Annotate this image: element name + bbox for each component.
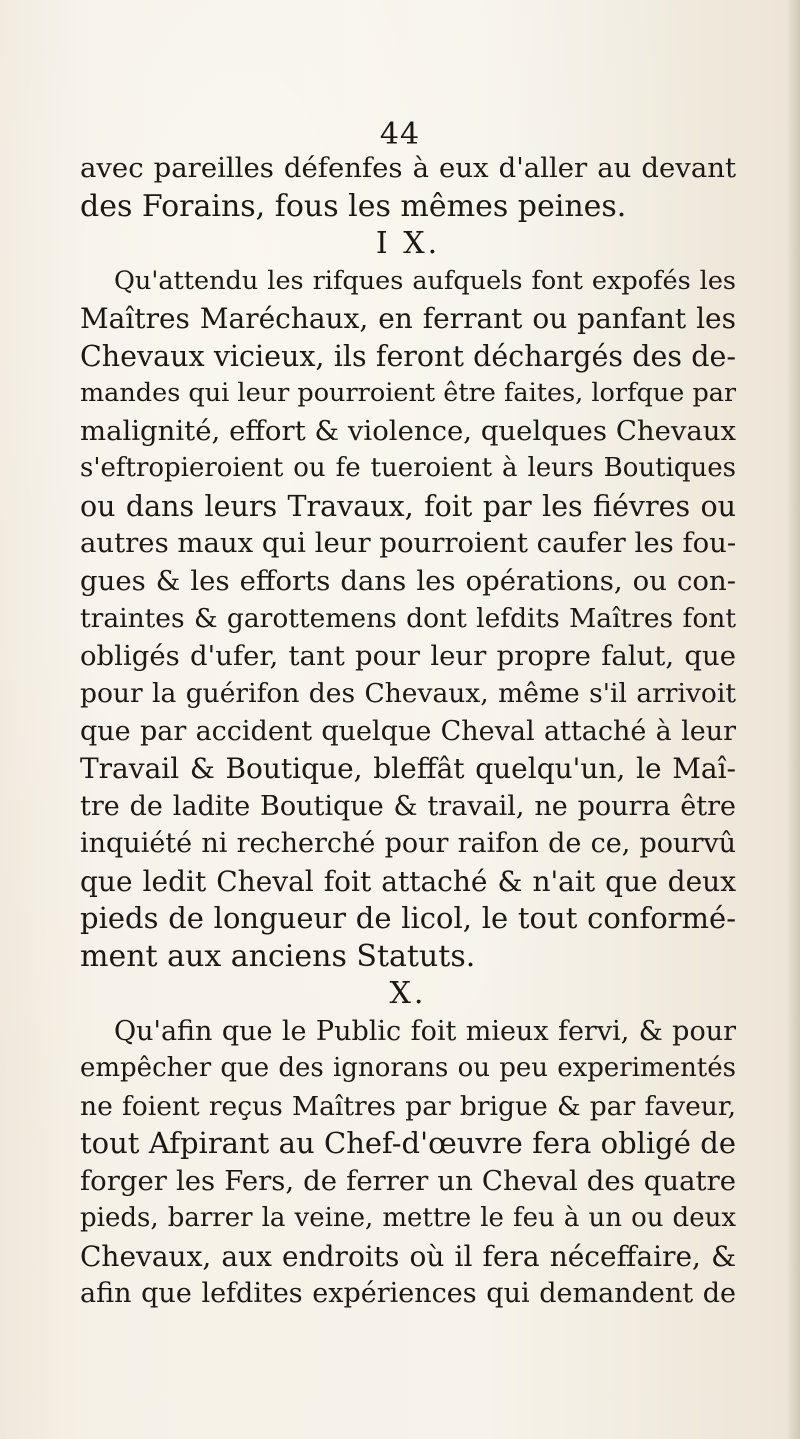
text-line: Maîtres Maréchaux, en ferrant ou panfant les bbox=[80, 302, 736, 335]
text-line: des Forains, fous les mêmes peines. bbox=[80, 188, 627, 224]
text-line: s'eftropieroient ou fe tueroient à leurs Boutiques bbox=[80, 453, 736, 483]
text-line: obligés d'ufer, tant pour leur propre falut, que bbox=[80, 639, 736, 672]
text-line: Chevaux, aux endroits où il fera néceffaire, & bbox=[80, 1239, 736, 1273]
text-line: Chevaux vicieux, ils feront déchargés des de- bbox=[80, 339, 736, 373]
text-line: Qu'attendu les rifques aufquels font expofés les bbox=[114, 265, 736, 296]
text-line: Travail & Boutique, bleffât quelqu'un, le Maî- bbox=[80, 752, 736, 785]
text-line: tre de ladite Boutique & travail, ne pourra être bbox=[80, 790, 736, 822]
text-line: pour la guérifon des Chevaux, même s'il arrivoit bbox=[80, 678, 736, 709]
text-line: forger les Fers, de ferrer un Cheval des quatre bbox=[80, 1164, 736, 1197]
text-line: pieds de longueur de licol, le tout conformé- bbox=[80, 901, 736, 935]
text-line: ou dans leurs Travaux, foit par les fiévres ou bbox=[80, 489, 736, 523]
text-line: que par accident quelque Cheval attaché à leur bbox=[80, 715, 736, 747]
text-line: gues & les efforts dans les opérations, ou con- bbox=[80, 564, 736, 597]
text-line: traintes & garottemens dont lefdits Maîtres font bbox=[80, 603, 736, 634]
text-line: avec pareilles défenfes à eux d'aller au devant bbox=[80, 152, 736, 184]
article-heading-ix: I X. bbox=[375, 226, 441, 261]
text-line: ment aux anciens Statuts. bbox=[80, 938, 476, 974]
text-line: malignité, effort & violence, quelques Chevaux bbox=[80, 414, 736, 447]
text-line: pieds, barrer la veine, mettre le feu à un ou deux bbox=[80, 1203, 736, 1233]
text-block bbox=[80, 150, 736, 1313]
text-line: empêcher que des ignorans ou peu experimentés bbox=[80, 1053, 736, 1083]
text-line: tout Afpirant au Chef-d'œuvre fera obligé de bbox=[80, 1126, 736, 1160]
page-number: 44 bbox=[379, 117, 421, 152]
text-line: que ledit Cheval foit attaché & n'ait que deux bbox=[80, 864, 736, 898]
text-line: Qu'afin que le Public foit mieux fervi, & pour bbox=[114, 1015, 736, 1047]
article-heading-x: X. bbox=[389, 976, 427, 1011]
page-edge-shadow bbox=[786, 0, 800, 1439]
text-line: autres maux qui leur pourroient caufer les fou- bbox=[80, 527, 736, 559]
text-line: inquiété ni recherché pour raifon de ce, pourvû bbox=[80, 828, 736, 859]
text-line: ne foient reçus Maîtres par brigue & par faveur, bbox=[80, 1090, 736, 1122]
text-line: mandes qui leur pourroient être faites, lorfque par bbox=[80, 378, 736, 408]
text-line: afin que lefdites expériences qui demandent de bbox=[80, 1278, 736, 1309]
